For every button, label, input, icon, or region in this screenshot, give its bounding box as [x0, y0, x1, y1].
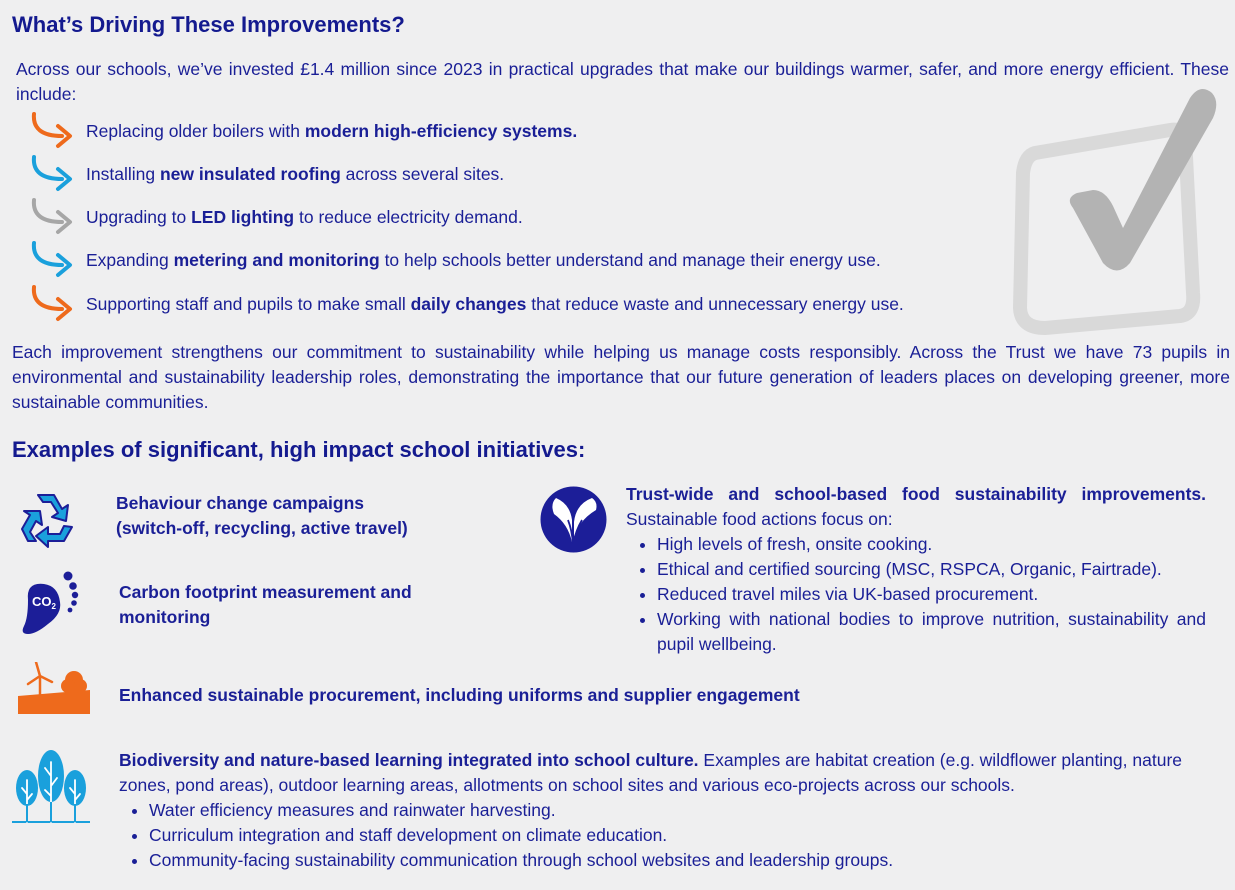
checkmark-icon — [1005, 78, 1230, 338]
list-item: • Community-facing sustainability communication through school websites and leadership groups. — [149, 848, 1229, 873]
list-item: • Water efficiency measures and rainwater harvesting. — [149, 798, 1229, 823]
curved-arrow-icon — [28, 239, 76, 283]
bullet-item: Upgrading to LED lighting to reduce electricity demand. — [86, 207, 523, 227]
carbon-line-2: monitoring — [119, 607, 211, 627]
list-item: • Reduced travel miles via UK-based procurement. — [657, 582, 1206, 607]
behaviour-line-1: Behaviour change campaigns — [116, 493, 364, 513]
list-item: • High levels of fresh, onsite cooking. — [657, 532, 1206, 557]
bullet-item: Expanding metering and monitoring to help schools better understand and manage their energy use. — [86, 250, 881, 270]
food-list — [626, 532, 1206, 657]
intro-paragraph: Across our schools, we’ve invested £1.4 million since 2023 in practical upgrades that make our buildings warmer, safer, and more energy efficient. These include: — [16, 59, 1229, 104]
curved-arrow-icon — [28, 196, 76, 240]
carbon-line-1: Carbon footprint measurement and — [119, 582, 412, 602]
biodiversity-list — [118, 798, 1229, 873]
footprint-icon — [18, 570, 80, 638]
section-heading: What’s Driving These Improvements? — [12, 12, 405, 37]
trees-icon — [12, 746, 90, 824]
list-item: • Working with national bodies to improve nutrition, sustainability and pupil wellbeing. — [657, 607, 1206, 657]
leaf-icon — [540, 486, 607, 553]
food-sustainability-block — [626, 482, 1206, 657]
behaviour-line-2: (switch-off, recycling, active travel) — [116, 518, 408, 538]
biodiversity-paragraph: Biodiversity and nature-based learning integrated into school culture. Examples are habitat creation (e.g. wildflower planting, nature zones, pond areas), outdoor learning areas, allotments on school sites and various eco-projects across our schools. — [119, 750, 1183, 795]
list-item: • Ethical and certified sourcing (MSC, RSPCA, Organic, Fairtrade). — [657, 557, 1206, 582]
bullet-item: Replacing older boilers with modern high-efficiency systems. — [86, 121, 578, 141]
food-lead-text: Sustainable food actions focus on: — [626, 509, 893, 529]
curved-arrow-icon — [28, 153, 76, 197]
bullet-item: Installing new insulated roofing across several sites. — [86, 164, 505, 184]
svg-text:CO2: $CO_2$ — [32, 594, 56, 611]
bullet-item: Supporting staff and pupils to make small daily changes that reduce waste and unnecessary energy use. — [86, 294, 904, 314]
behaviour-campaign-title — [116, 491, 408, 541]
procurement-title: Enhanced sustainable procurement, including uniforms and supplier engagement — [119, 685, 800, 705]
curved-arrow-icon — [28, 283, 76, 327]
examples-heading: Examples of significant, high impact school initiatives: — [12, 437, 586, 462]
recycle-icon — [16, 489, 78, 549]
curved-arrow-icon — [28, 110, 76, 154]
food-title: Trust-wide and school-based food sustainability improvements. — [626, 484, 1206, 504]
list-item: • Curriculum integration and staff development on climate education. — [149, 823, 1229, 848]
biodiversity-block — [119, 748, 1229, 873]
wind-turbine-tree-icon — [18, 662, 90, 714]
carbon-footprint-title — [119, 580, 412, 630]
summary-paragraph: Each improvement strengthens our commitment to sustainability while helping us manage costs responsibly. Across the Trust we have 73 pupils in environmental and sustainability leadership roles, demonstrating the importance that our future generation of leaders places on developing greener, more sustainable communities. — [12, 342, 1230, 412]
